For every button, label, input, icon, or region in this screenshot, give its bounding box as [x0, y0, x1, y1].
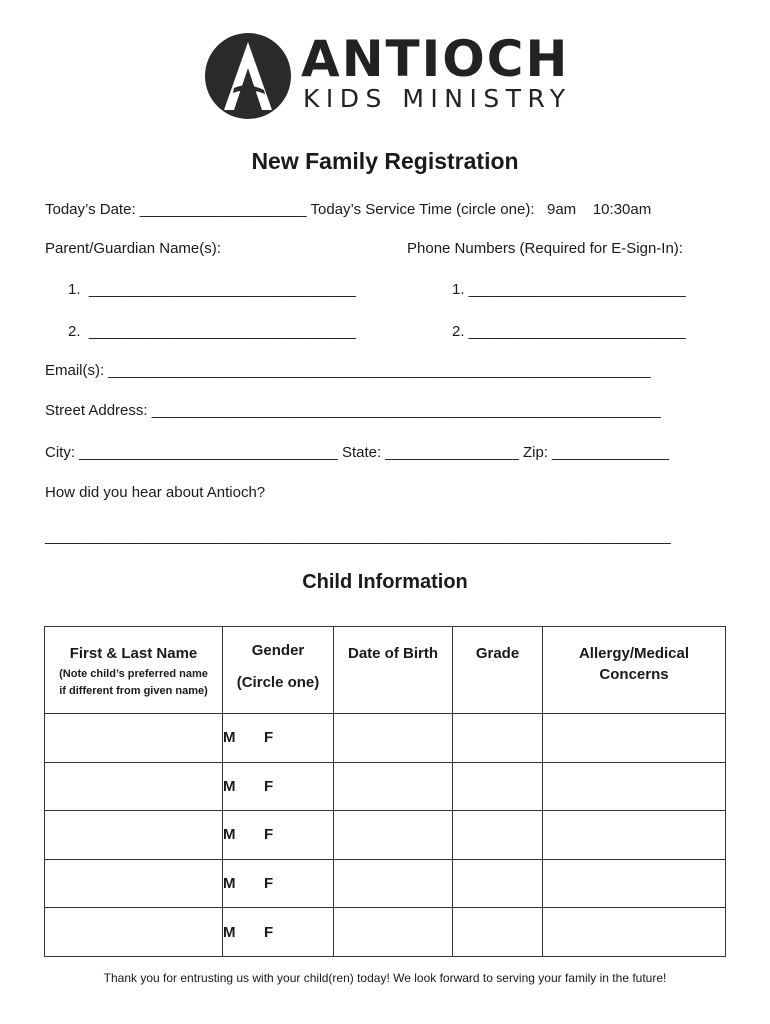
antioch-logo-icon — [204, 32, 292, 120]
logo-subtitle: KIDS MINISTRY — [303, 84, 572, 113]
parent-name-field-2[interactable]: 2. ________________________________ — [68, 323, 356, 340]
child-name-cell[interactable] — [45, 811, 223, 860]
phone-field-1[interactable]: 1. __________________________ — [452, 281, 686, 298]
grade-cell[interactable] — [453, 714, 543, 763]
grade-cell[interactable] — [453, 908, 543, 957]
gender-m[interactable]: M — [223, 729, 236, 747]
header-gender: Gender (Circle one) — [223, 627, 334, 714]
phone-numbers-label: Phone Numbers (Required for E-Sign-In): — [407, 240, 683, 257]
header-name-note-1: (Note child’s preferred name — [59, 668, 208, 680]
street-address-field[interactable]: Street Address: _____________________________________________________________ — [45, 402, 661, 419]
allergy-cell[interactable] — [543, 762, 726, 811]
date-service-line[interactable]: Today’s Date: ____________________ Today’s Service Time (circle one): 9am 10:30am — [45, 201, 652, 218]
gender-f[interactable]: F — [264, 777, 274, 795]
phone-field-2[interactable]: 2. __________________________ — [452, 323, 686, 340]
gender-cell[interactable] — [223, 714, 334, 763]
dob-cell[interactable] — [334, 908, 453, 957]
allergy-cell[interactable] — [543, 908, 726, 957]
header-name-note-2: if different from given name) — [59, 685, 208, 697]
parent-name-field-1[interactable]: 1. ________________________________ — [68, 281, 356, 298]
gender-f[interactable]: F — [264, 729, 274, 747]
gender-cell[interactable] — [223, 811, 334, 860]
dob-cell[interactable] — [334, 762, 453, 811]
header-date-of-birth: Date of Birth — [334, 627, 453, 714]
child-name-cell[interactable] — [45, 714, 223, 763]
allergy-cell[interactable] — [543, 811, 726, 860]
gender-f[interactable]: F — [264, 826, 274, 844]
logo-wordmark: ANTIOCH — [301, 30, 570, 88]
allergy-cell[interactable] — [543, 859, 726, 908]
gender-m[interactable]: M — [223, 826, 236, 844]
child-name-cell[interactable] — [45, 859, 223, 908]
referral-question-label: How did you hear about Antioch? — [45, 484, 266, 501]
header-gender-note: (Circle one) — [236, 674, 320, 691]
city-state-zip-field[interactable]: City: _______________________________ State: ________________ Zip: ______________ — [45, 444, 669, 461]
email-field[interactable]: Email(s): _________________________________________________________________ — [45, 362, 651, 379]
table-row — [45, 714, 726, 763]
page-title: New Family Registration — [251, 148, 519, 174]
referral-answer-field[interactable]: ___________________________________________________________________________ — [45, 528, 671, 545]
table-row — [45, 762, 726, 811]
table-row — [45, 908, 726, 957]
header-allergy: Allergy/Medical Concerns — [543, 627, 726, 714]
dob-cell[interactable] — [334, 859, 453, 908]
allergy-cell[interactable] — [543, 714, 726, 763]
dob-cell[interactable] — [334, 811, 453, 860]
table-row — [45, 811, 726, 860]
child-information-title: Child Information — [302, 571, 468, 593]
parent-guardian-label: Parent/Guardian Name(s): — [45, 240, 221, 257]
grade-cell[interactable] — [453, 762, 543, 811]
gender-f[interactable]: F — [264, 875, 274, 893]
header-grade: Grade — [453, 627, 543, 714]
dob-cell[interactable] — [334, 714, 453, 763]
gender-m[interactable]: M — [223, 923, 236, 941]
child-name-cell[interactable] — [45, 908, 223, 957]
grade-cell[interactable] — [453, 811, 543, 860]
gender-cell[interactable] — [223, 908, 334, 957]
gender-m[interactable]: M — [223, 875, 236, 893]
gender-cell[interactable] — [223, 762, 334, 811]
gender-m[interactable]: M — [223, 777, 236, 795]
grade-cell[interactable] — [453, 859, 543, 908]
gender-cell[interactable] — [223, 859, 334, 908]
child-name-cell[interactable] — [45, 762, 223, 811]
child-information-table — [44, 626, 726, 957]
gender-f[interactable]: F — [264, 923, 274, 941]
header-name: First & Last Name (Note child’s preferred name if different from given name) — [45, 627, 223, 714]
footer-message: Thank you for entrusting us with your child(ren) today! We look forward to serving your family in the future! — [103, 971, 667, 985]
table-row — [45, 859, 726, 908]
